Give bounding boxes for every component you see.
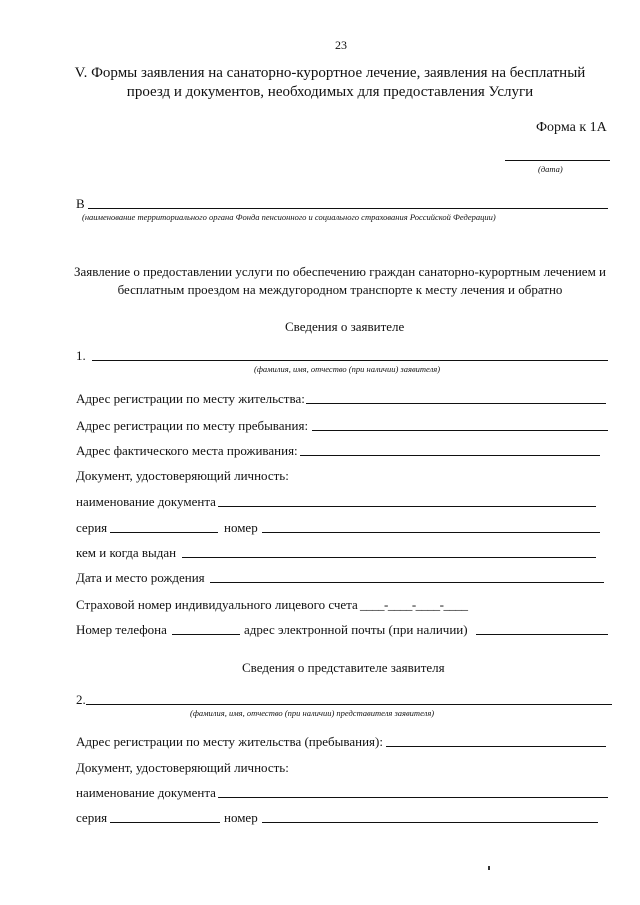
representative-name-field[interactable] bbox=[86, 704, 612, 705]
representative-name-caption: (фамилия, имя, отчество (при наличии) представителя заявителя) bbox=[190, 708, 435, 718]
representative-registration-label: Адрес регистрации по месту жительства (пребывания): bbox=[76, 734, 383, 749]
page-number: 23 bbox=[335, 38, 347, 52]
birth-label: Дата и место рождения bbox=[76, 570, 205, 585]
to-prefix: В bbox=[76, 196, 85, 211]
applicant-number: 1. bbox=[76, 348, 86, 363]
email-label: адрес электронной почты (при наличии) bbox=[244, 622, 468, 637]
representative-number-field[interactable] bbox=[262, 822, 598, 823]
representative-document-name-field[interactable] bbox=[218, 797, 608, 798]
series-label: серия bbox=[76, 520, 108, 535]
representative-registration-field[interactable] bbox=[386, 746, 606, 747]
registration-stay-label: Адрес регистрации по месту пребывания: bbox=[76, 418, 309, 433]
registration-residence-field[interactable] bbox=[306, 403, 606, 404]
application-title bbox=[40, 263, 640, 299]
document-name-field[interactable] bbox=[218, 506, 596, 507]
phone-label: Номер телефона bbox=[76, 622, 167, 637]
section-title-line-2: проезд и документов, необходимых для предоставления Услуги bbox=[126, 84, 534, 100]
number-field[interactable] bbox=[262, 532, 600, 533]
birth-field[interactable] bbox=[210, 582, 604, 583]
representative-series-label: серия bbox=[76, 810, 108, 825]
authority-caption: (наименование территориального органа Фонда пенсионного и социального страхования Российской Федерации) bbox=[82, 212, 496, 222]
series-field[interactable] bbox=[110, 532, 218, 533]
phone-field[interactable] bbox=[172, 634, 240, 635]
section-title-line-1: V. Формы заявления на санаторно-курортное лечение, заявления на бесплатный bbox=[74, 65, 586, 81]
scan-mark bbox=[488, 866, 490, 870]
snils-field[interactable]: ____-____-____-____ bbox=[360, 597, 468, 612]
representative-number: 2. bbox=[76, 692, 86, 707]
application-title-line-1: Заявление о предоставлении услуги по обеспечению граждан санаторно-курортным лечением и bbox=[73, 264, 607, 279]
date-caption: (дата) bbox=[538, 164, 563, 174]
id-document-label: Документ, удостоверяющий личность: bbox=[76, 468, 289, 483]
applicant-name-field[interactable] bbox=[92, 360, 608, 361]
section-title bbox=[40, 64, 620, 102]
form-label: Форма к 1А bbox=[536, 120, 607, 135]
registration-residence-label: Адрес регистрации по месту жительства: bbox=[76, 391, 305, 406]
applicant-name-caption: (фамилия, имя, отчество (при наличии) заявителя) bbox=[254, 364, 441, 374]
issued-by-field[interactable] bbox=[182, 557, 596, 558]
representative-document-name-label: наименование документа bbox=[76, 785, 216, 800]
representative-section-heading: Сведения о представителе заявителя bbox=[242, 660, 445, 675]
representative-series-field[interactable] bbox=[110, 822, 220, 823]
application-title-line-2: бесплатным проездом на междугородном транспорте к месту лечения и обратно bbox=[117, 282, 563, 297]
issued-by-label: кем и когда выдан bbox=[76, 545, 177, 560]
representative-number-label: номер bbox=[224, 810, 258, 825]
actual-residence-field[interactable] bbox=[300, 455, 600, 456]
registration-stay-field[interactable] bbox=[312, 430, 608, 431]
date-field[interactable] bbox=[505, 160, 610, 161]
authority-field[interactable] bbox=[88, 208, 608, 209]
email-field[interactable] bbox=[476, 634, 608, 635]
document-name-label: наименование документа bbox=[76, 494, 216, 509]
snils-label: Страховой номер индивидуального лицевого счета bbox=[76, 597, 358, 612]
number-label: номер bbox=[224, 520, 258, 535]
applicant-section-heading: Сведения о заявителе bbox=[285, 319, 405, 334]
representative-id-document-label: Документ, удостоверяющий личность: bbox=[76, 760, 289, 775]
actual-residence-label: Адрес фактического места проживания: bbox=[76, 443, 298, 458]
